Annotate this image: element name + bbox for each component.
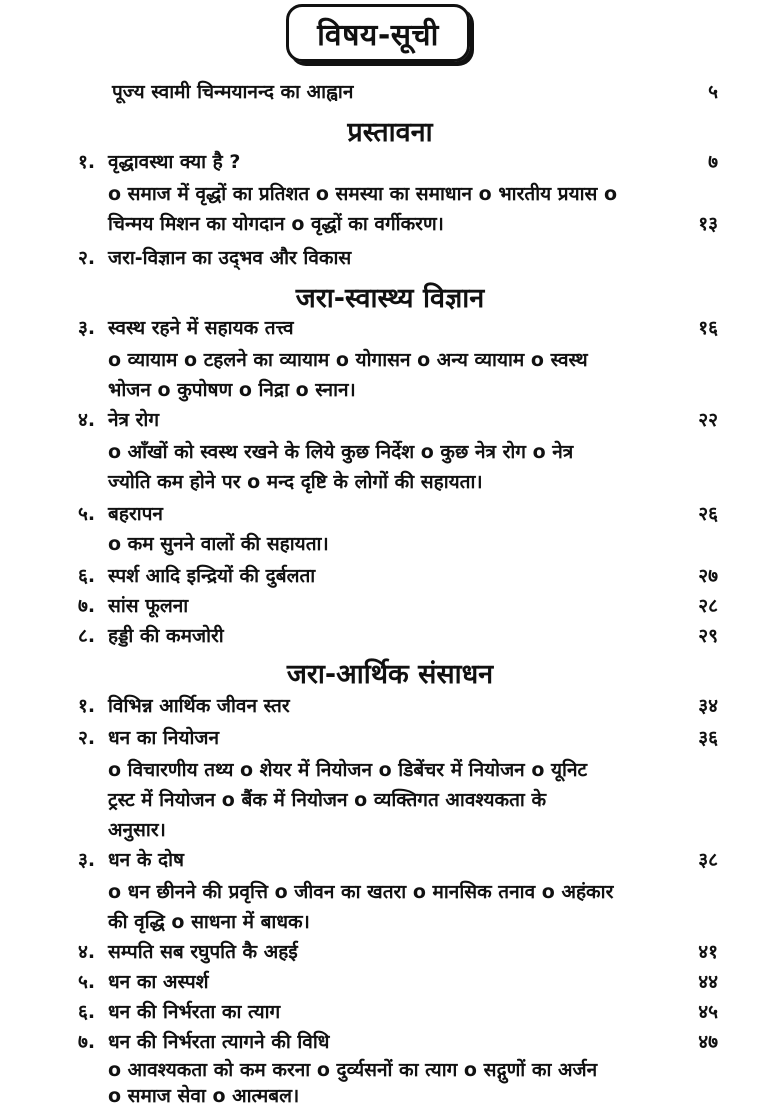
toc-subtopics: o समाज में वृद्धों का प्रतिशत o समस्या का समाधान o भारतीय प्रयास o [108,183,618,205]
page-title: विषय-सूची [286,4,470,62]
toc-entry-title: सम्पति सब रघुपति कै अहई [108,941,298,963]
toc-entry-number: ३. [78,849,96,871]
toc-entry-title: धन का नियोजन [108,727,220,749]
toc-intro-text: पूज्य स्वामी चिन्मयानन्द का आह्वान [112,81,354,103]
toc-entry[interactable] [0,244,780,274]
toc-page-number: ४७ [698,1031,718,1053]
toc-entry-title: नेत्र रोग [108,409,160,431]
toc-entry-number: १. [78,695,96,717]
toc-entry-title: स्वस्थ रहने में सहायक तत्त्व [108,317,294,339]
toc-entry[interactable] [0,500,780,530]
toc-entry-number: ७. [78,595,96,617]
toc-page-number: ७ [708,151,718,173]
toc-entry-title: धन की निर्भरता त्यागने की विधि [108,1031,330,1053]
toc-entry-title: हड्डी की कमजोरी [108,625,224,647]
toc-entry-number: ५. [78,971,96,993]
toc-entry-number: २. [78,727,96,749]
toc-entry-number: ७. [78,1031,96,1053]
toc-subtopics: ट्रस्ट में नियोजन o बैंक में नियोजन o व्यक्तिगत आवश्यकता के [108,789,547,811]
toc-subtopics: o विचारणीय तथ्य o शेयर में नियोजन o डिबेंचर में नियोजन o यूनिट [108,759,588,781]
toc-subtopics: ज्योति कम होने पर o मन्द दृष्टि के लोगों की सहायता। [108,471,483,493]
toc-page-number: ४५ [698,1001,718,1023]
toc-page-number: १६ [698,317,718,339]
toc-entry[interactable] [0,314,780,344]
toc-subtopics: की वृद्धि o साधना में बाधक। [108,911,310,933]
toc-entry-number: ८. [78,625,96,647]
toc-subtopics: भोजन o कुपोषण o निद्रा o स्नान। [108,379,356,401]
toc-subtopics: चिन्मय मिशन का योगदान o वृद्धों का वर्गीकरण। [108,213,444,235]
toc-page-number: २८ [698,595,718,617]
toc-entry[interactable] [0,562,780,592]
toc-page-number: २७ [698,565,718,587]
toc-page-number: ४१ [698,941,718,963]
toc-entry[interactable] [0,622,780,652]
toc-entry[interactable] [0,724,780,754]
toc-entry-number: ४. [78,941,96,963]
toc-entry[interactable] [0,846,780,876]
toc-subtopics-row [0,210,780,240]
toc-entry-number: ३. [78,317,96,339]
toc-page-number: ३८ [698,849,718,871]
toc-entry[interactable] [0,968,780,998]
toc-subtopics: अनुसार। [108,819,166,841]
toc-page-number: २६ [698,503,718,525]
toc-entry-number: १. [78,151,96,173]
toc-page-number: ३४ [698,695,718,717]
toc-entry[interactable] [0,938,780,968]
toc-entry-number: ६. [78,565,96,587]
toc-entry-number: ५. [78,503,96,525]
toc-subtopics: o समाज सेवा o आत्मबल। [108,1085,300,1107]
section-heading: जरा-आर्थिक संसाधन [286,659,494,690]
toc-entry[interactable] [0,406,780,436]
toc-subtopics: o व्यायाम o टहलने का व्यायाम o योगासन o अन्य व्यायाम o स्वस्थ [108,349,588,371]
toc-subtopics: o आवश्यकता को कम करना o दुर्व्यसनों का त्याग o सद्गुणों का अर्जन [108,1059,598,1081]
toc-entry-title: सांस फूलना [108,595,189,617]
toc-entry-number: ६. [78,1001,96,1023]
toc-entry-title: धन के दोष [108,849,185,871]
toc-entry[interactable] [0,998,780,1028]
toc-page-number: २९ [698,625,718,647]
toc-entry[interactable] [0,1028,780,1058]
toc-subtopics: o धन छीनने की प्रवृत्ति o जीवन का खतरा o मानसिक तनाव o अहंकार [108,881,614,903]
toc-page-number: १३ [698,213,718,235]
toc-entry-title: विभिन्न आर्थिक जीवन स्तर [108,695,290,717]
toc-page-number: ४४ [698,971,718,993]
toc-subtopics: o आँखों को स्वस्थ रखने के लिये कुछ निर्देश o कुछ नेत्र रोग o नेत्र [108,441,574,463]
toc-intro[interactable] [0,78,780,108]
toc-entry-title: वृद्धावस्था क्या है ? [108,151,241,173]
toc-subtopics: o कम सुनने वालों की सहायता। [108,533,329,555]
toc-entry-title: स्पर्श आदि इन्द्रियों की दुर्बलता [108,565,316,587]
toc-page-number: ५ [708,81,718,103]
toc-entry[interactable] [0,148,780,178]
toc-entry-title: धन का अस्पर्श [108,971,209,993]
toc-entry-number: ४. [78,409,96,431]
toc-entry[interactable] [0,592,780,622]
section-heading: जरा-स्वास्थ्य विज्ञान [295,283,485,314]
toc-page-number: २२ [698,409,718,431]
toc-entry-title: बहरापन [108,503,163,525]
toc-entry[interactable] [0,692,780,722]
toc-entry-number: २. [78,247,96,269]
toc-page-number: ३६ [698,727,718,749]
toc-entry-title: धन की निर्भरता का त्याग [108,1001,281,1023]
toc-entry-title: जरा-विज्ञान का उद्‌भव और विकास [108,247,352,269]
section-heading: प्रस्तावना [347,117,433,148]
